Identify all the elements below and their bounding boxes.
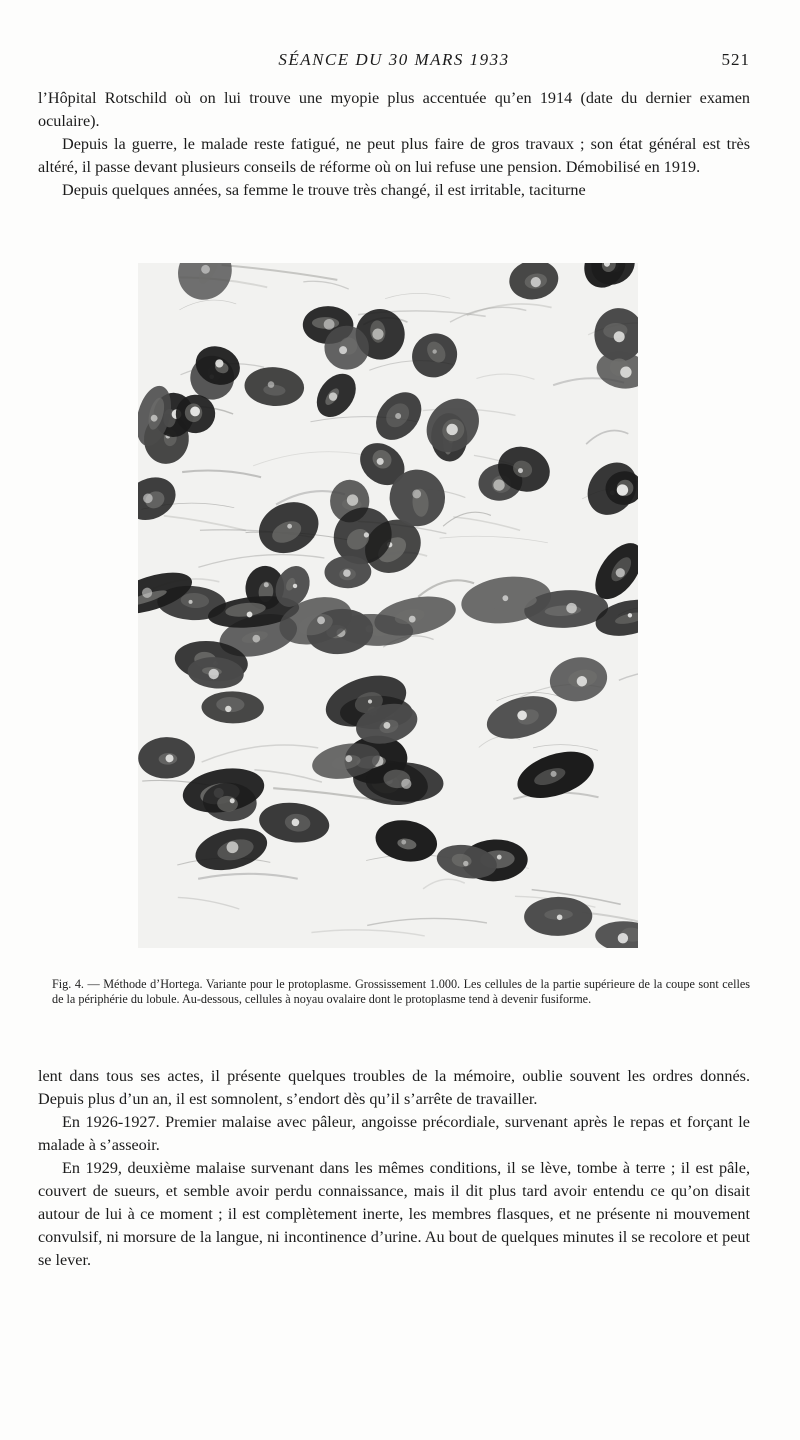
body-text-top bbox=[38, 87, 750, 202]
running-header bbox=[38, 50, 750, 74]
paragraph: Depuis quelques années, sa femme le trouve très changé, il est irritable, taciturne bbox=[62, 181, 586, 199]
running-title: SÉANCE DU 30 MARS 1933 bbox=[278, 50, 510, 69]
micrograph-image bbox=[138, 263, 638, 948]
paragraph: Depuis la guerre, le malade reste fatigué, ne peut plus faire de gros travaux ; son état général est très altéré, il passe devant plusieurs conseils de réforme où on lui refuse une pension. Démobilisé en 1919. bbox=[38, 135, 750, 176]
body-text-bottom bbox=[38, 1065, 750, 1272]
figure-caption: Fig. 4. — Méthode d’Hortega. Variante pour le protoplasme. Grossissement 1.000. Les cellules de la partie supérieure de la coupe sont celles de la périphérie du lobule. Au-dessous, cellules à noyau ovalaire dont le protoplasme tend à devenir fusiforme. bbox=[52, 977, 750, 1006]
paragraph: l’Hôpital Rotschild où on lui trouve une myopie plus accentuée qu’en 1914 (date du dernier examen oculaire). bbox=[38, 89, 750, 130]
page-number: 521 bbox=[721, 50, 750, 69]
micrograph-figure bbox=[138, 263, 638, 948]
paragraph: En 1929, deuxième malaise survenant dans les mêmes conditions, il se lève, tombe à terre ; il est pâle, couvert de sueurs, et semble avoir perdu connaissance, mais il dit plus tard avoir entendu ce qu’on disait autour de lui à ce moment ; il est complètement inerte, les membres flasques, et ne présente ni mouvement convulsif, ni morsure de la langue, ni incontinence d’urine. Au bout de quelques minutes il se recolore et peut se lever. bbox=[38, 1159, 750, 1269]
paragraph: En 1926-1927. Premier malaise avec pâleur, angoisse précordiale, survenant après le repas et forçant le malade à s’asseoir. bbox=[38, 1113, 750, 1154]
paragraph: lent dans tous ses actes, il présente quelques troubles de la mémoire, oublie souvent les ordres donnés. Depuis plus d’un an, il est somnolent, s’endort dès qu’il s’arrête de travailler. bbox=[38, 1067, 750, 1108]
